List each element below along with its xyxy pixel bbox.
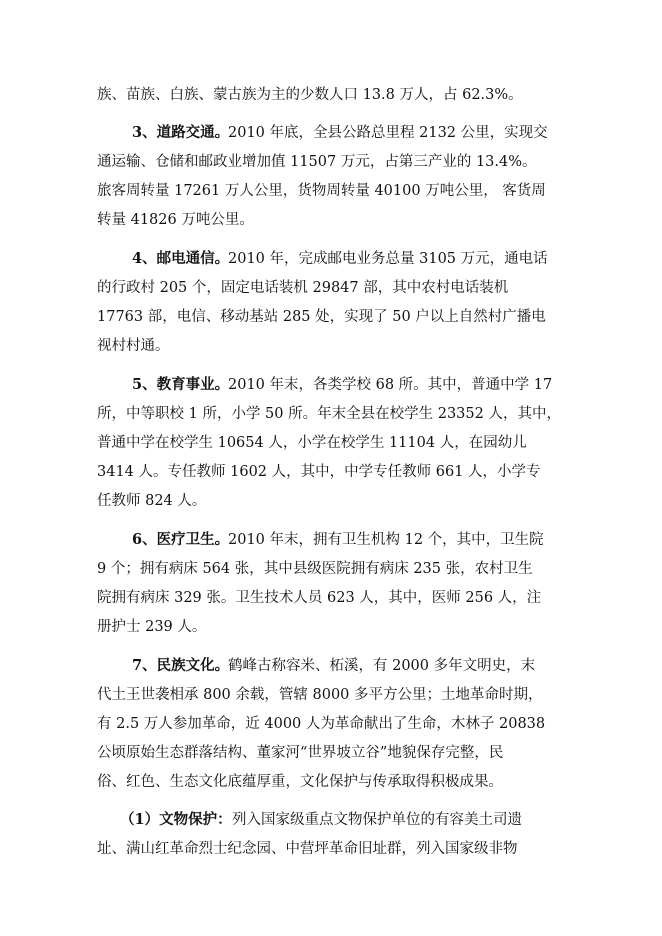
text-line: 2010 年，完成邮电业务总量 3105 万元，通电话: [228, 251, 548, 267]
section-heading-post-telecom: 4、邮电通信。: [132, 250, 230, 267]
text-line: 列入国家级重点文物保护单位的有容美土司遗: [232, 812, 522, 828]
text-line: 院拥有病床 329 张。卫生技术人员 623 人，其中，医师 256 人，注: [97, 590, 542, 606]
text-line: 族、苗族、白族、蒙古族为主的少数人口 13.8 万人，占 62.3%。: [97, 87, 523, 103]
text-line: 有 2.5 万人参加革命，近 4000 人为革命献出了生命，木林子 20838: [97, 716, 546, 732]
text-line: 旅客周转量 17261 万人公里，货物周转量 40100 万吨公里， 客货周: [97, 183, 546, 199]
section-heading-culture: 7、民族文化。: [132, 657, 230, 674]
text-line: 址、满山红革命烈士纪念园、中营坪革命旧址群，列入国家级非物: [97, 841, 518, 857]
section-heading-health: 6、医疗卫生。: [132, 531, 230, 548]
text-line: 的行政村 205 个，固定电话装机 29847 部，其中农村电话装机: [97, 280, 509, 296]
text-line: 鹤峰古称容米、柘溪，有 2000 多年文明史，末: [228, 658, 536, 674]
text-line: 通运输、仓储和邮政业增加值 11507 万元，占第三产业的 13.4%。: [97, 154, 537, 170]
text-line: 任教师 824 人。: [97, 493, 207, 509]
text-line: 所，中等职校 1 所，小学 50 所。年末全县在校学生 23352 人，其中，: [97, 406, 561, 422]
text-line: 代土王世袭相承 800 余载，管辖 8000 多平方公里；土地革命时期，: [97, 687, 543, 703]
section-heading-transport: 3、道路交通。: [132, 124, 230, 141]
text-line: 册护士 239 人。: [97, 619, 207, 635]
text-line: 2010 年末，各类学校 68 所。其中，普通中学 17: [228, 377, 553, 393]
text-line: 9 个；拥有病床 564 张，其中县级医院拥有病床 235 张，农村卫生: [97, 561, 533, 577]
text-line: 2010 年底，全县公路总里程 2132 公里，实现交: [228, 125, 548, 141]
text-line: 普通中学在校学生 10654 人，小学在校学生 11104 人，在园幼儿: [97, 435, 527, 451]
section-heading-education: 5、教育事业。: [132, 376, 230, 393]
text-line: 3414 人。专任教师 1602 人，其中，中学专任教师 661 人，小学专: [97, 464, 541, 480]
text-line: 俗、红色、生态文化底蕴厚重，文化保护与传承取得积极成果。: [97, 774, 503, 790]
text-line: 公顷原始生态群落结构、董家河“世界坡立谷”地貌保存完整，民: [97, 745, 504, 761]
text-line: 17763 部，电信、移动基站 285 处，实现了 50 户以上自然村广播电: [97, 309, 546, 325]
text-line: 转量 41826 万吨公里。: [97, 212, 254, 228]
text-line: 视村村通。: [97, 338, 170, 354]
subsection-heading-heritage: （1）文物保护：: [120, 811, 232, 828]
text-line: 2010 年末，拥有卫生机构 12 个，其中，卫生院: [228, 532, 544, 548]
